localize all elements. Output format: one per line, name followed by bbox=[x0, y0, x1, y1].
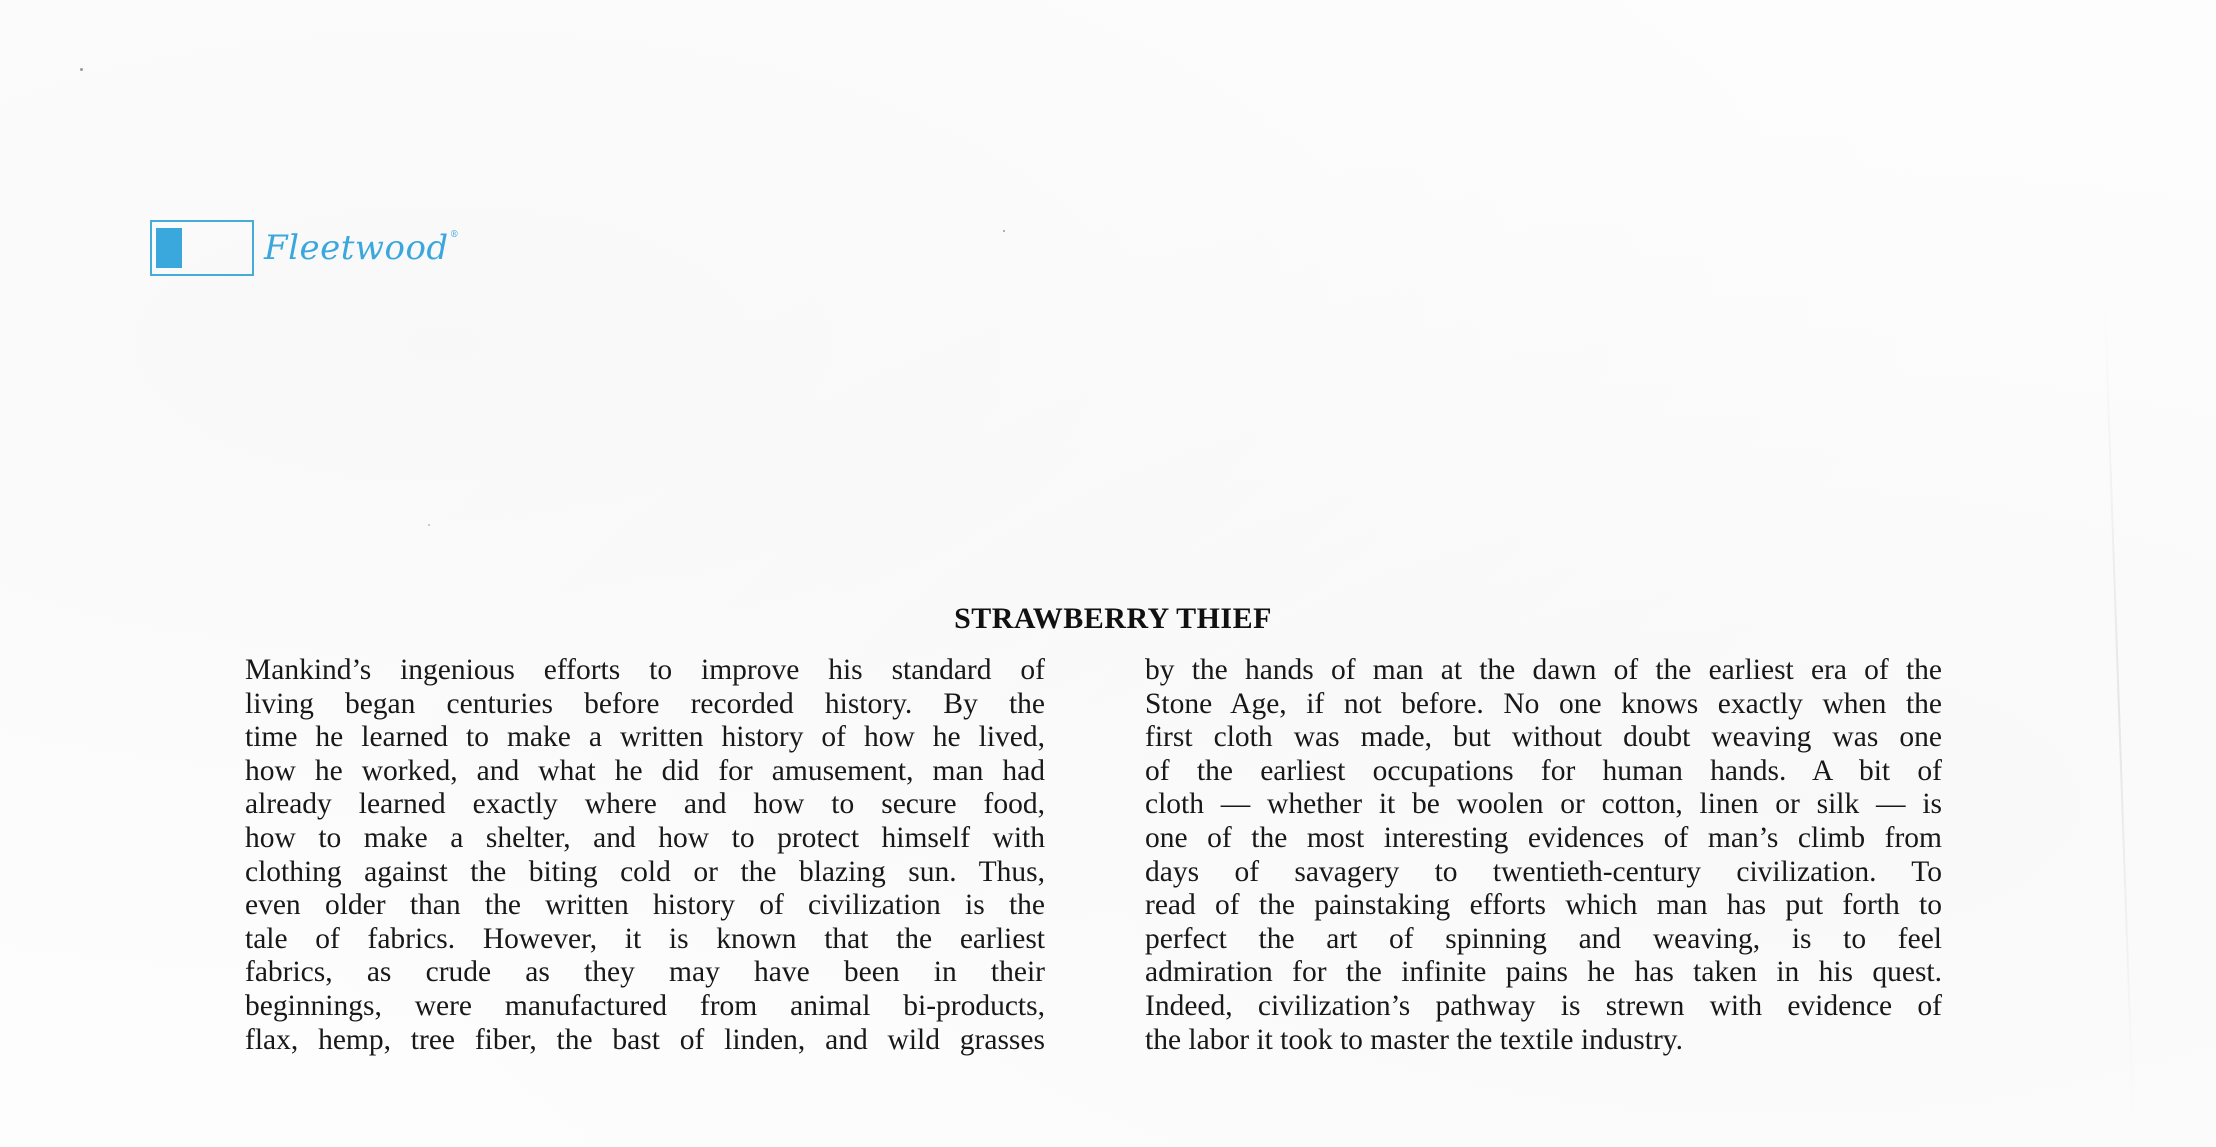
text-line: clothing against the biting cold or the blazing sun. Thus, bbox=[245, 855, 1045, 888]
logo-name: Fleetwood bbox=[264, 228, 449, 268]
logo-registered-mark: ® bbox=[449, 230, 460, 240]
brand-logo bbox=[150, 218, 459, 278]
right-column bbox=[1145, 654, 1942, 1057]
page-title: STRAWBERRY THIEF bbox=[954, 602, 1272, 635]
text-line: fabrics, as crude as they may have been in their bbox=[245, 956, 1045, 989]
text-line: Indeed, civilization’s pathway is strewn with evidence of bbox=[1145, 989, 1942, 1022]
text-line: the labor it took to master the textile industry. bbox=[1145, 1023, 1683, 1056]
logo-box-fill bbox=[156, 228, 182, 268]
text-line: how to make a shelter, and how to protect himself with bbox=[245, 821, 1045, 854]
text-line: perfect the art of spinning and weaving, is to feel bbox=[1145, 922, 1942, 955]
text-line: admiration for the infinite pains he has taken in his quest. bbox=[1145, 956, 1942, 989]
text-line: time he learned to make a written history of how he lived, bbox=[245, 721, 1045, 754]
text-line: living began centuries before recorded history. By the bbox=[245, 687, 1045, 720]
logo-box-icon bbox=[150, 220, 254, 276]
text-line: even older than the written history of civilization is the bbox=[245, 889, 1045, 922]
paper-speck bbox=[80, 68, 83, 71]
text-line: Stone Age, if not before. No one knows exactly when the bbox=[1145, 687, 1942, 720]
text-line: beginnings, were manufactured from animal bi-products, bbox=[245, 989, 1045, 1022]
text-line: first cloth was made, but without doubt weaving was one bbox=[1145, 721, 1942, 754]
text-line: already learned exactly where and how to secure food, bbox=[245, 788, 1045, 821]
logo-wordmark bbox=[264, 228, 460, 268]
text-line: cloth — whether it be woolen or cotton, linen or silk — is bbox=[1145, 788, 1942, 821]
left-column bbox=[245, 654, 1045, 1057]
paper-speck bbox=[1003, 230, 1005, 232]
text-line: read of the painstaking efforts which man has put forth to bbox=[1145, 889, 1942, 922]
text-line: Mankind’s ingenious efforts to improve his standard of bbox=[245, 654, 1045, 686]
text-line: how he worked, and what he did for amusement, man had bbox=[245, 754, 1045, 787]
text-line: by the hands of man at the dawn of the earliest era of the bbox=[1145, 654, 1942, 686]
paper-speck bbox=[428, 524, 430, 526]
text-line: of the earliest occupations for human hands. A bit of bbox=[1145, 754, 1942, 787]
text-line: tale of fabrics. However, it is known that the earliest bbox=[245, 922, 1045, 955]
text-line: days of savagery to twentieth-century civilization. To bbox=[1145, 855, 1942, 888]
text-line: flax, hemp, tree fiber, the bast of linden, and wild grasses bbox=[245, 1023, 1045, 1056]
text-line: one of the most interesting evidences of man’s climb from bbox=[1145, 821, 1942, 854]
